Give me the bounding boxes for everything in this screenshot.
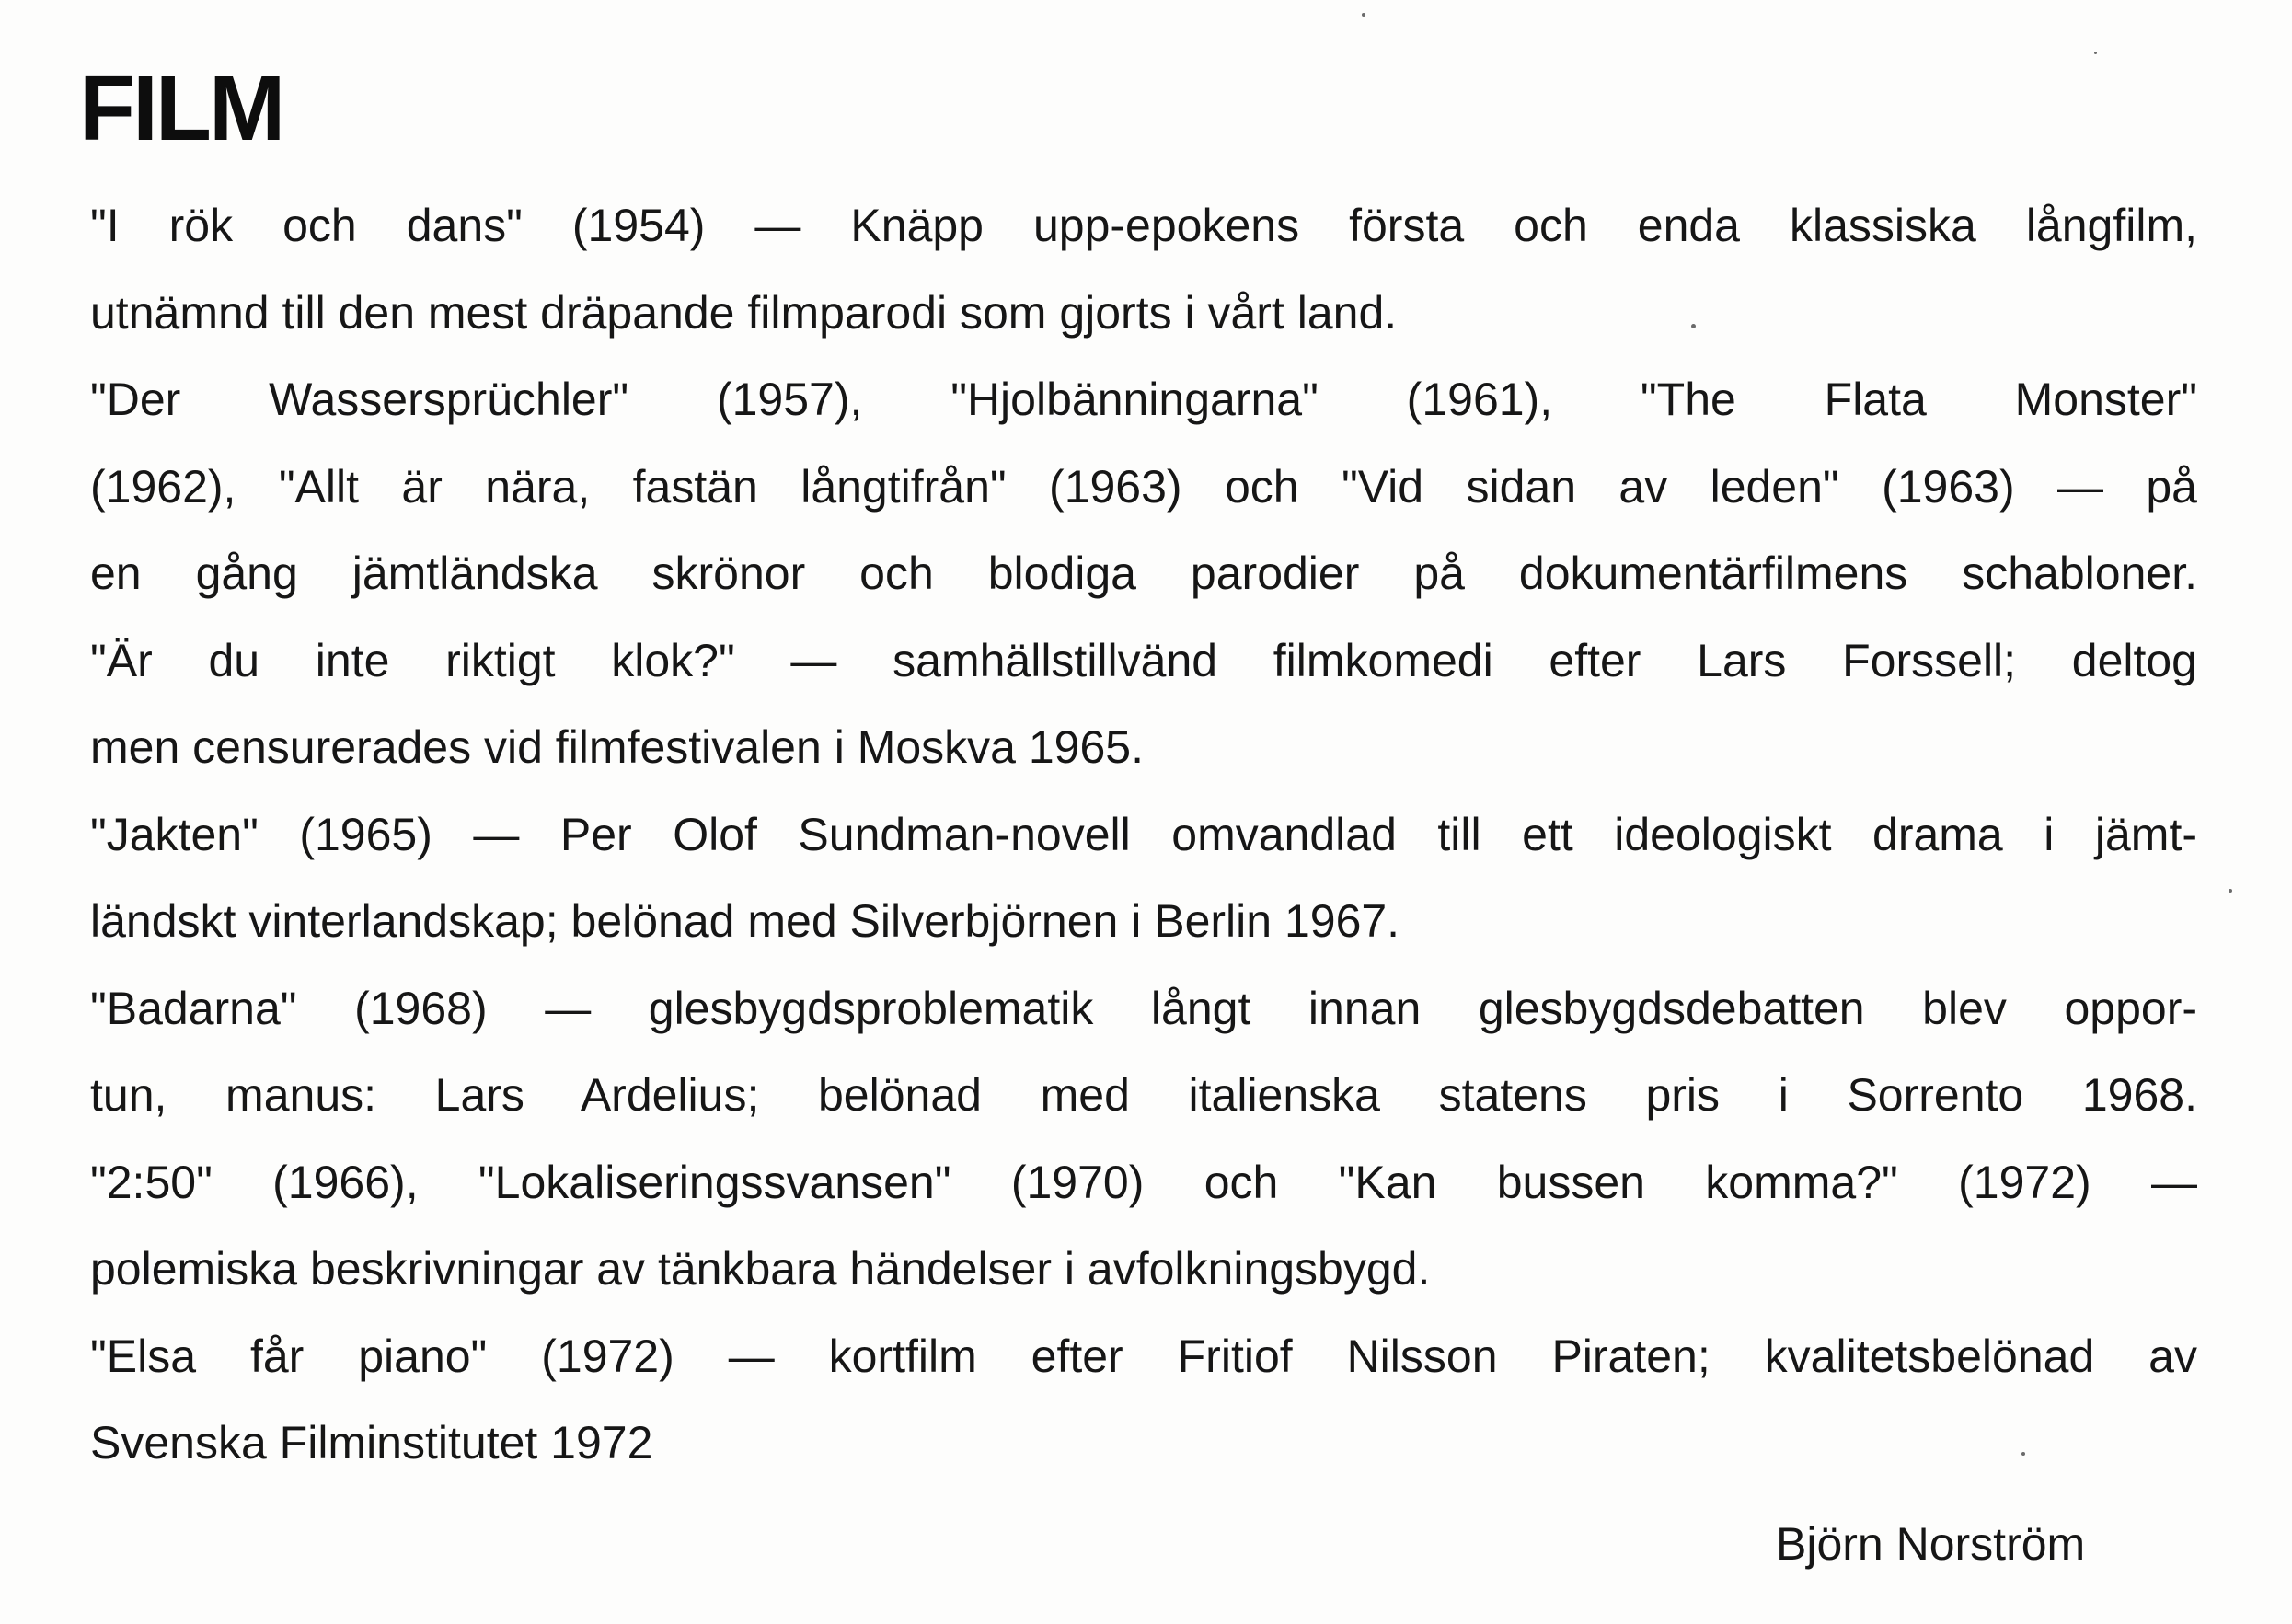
text-line: "Elsa får piano" (1972) — kortfilm efter Fritiof Nilsson Piraten; kvalitetsbelönad av [90, 1330, 2197, 1382]
text-line: utnämnd till den mest dräpande filmparodi som gjorts i vårt land. [90, 287, 1398, 339]
text-line: "Badarna" (1968) — glesbygdsproblematik långt innan glesbygdsdebatten blev oppor- [90, 983, 2197, 1034]
text-line: "Är du inte riktigt klok?" — samhällstillvänd filmkomedi efter Lars Forssell; deltog [90, 635, 2197, 686]
text-line: (1962), "Allt är nära, fastän långtifrån" (1963) och "Vid sidan av leden" (1963) — på [90, 461, 2197, 513]
dust-speck [1362, 13, 1365, 17]
dust-speck [1691, 324, 1696, 328]
text-line: tun, manus: Lars Ardelius; belönad med italienska statens pris i Sorrento 1968. [90, 1069, 2197, 1121]
text-line: "Jakten" (1965) — Per Olof Sundman-novell omvandlad till ett ideologiskt drama i jämt- [90, 809, 2197, 860]
text-line: en gång jämtländska skrönor och blodiga parodier på dokumentärfilmens schabloner. [90, 547, 2197, 599]
dust-speck [2094, 52, 2097, 54]
text-line: men censurerades vid filmfestivalen i Moskva 1965. [90, 721, 1144, 773]
text-line: "2:50" (1966), "Lokaliseringssvansen" (1970) och "Kan bussen komma?" (1972) — [90, 1157, 2197, 1208]
page-title: FILM [79, 57, 283, 160]
text-line: "Der Wassersprüchler" (1957), "Hjolbänningarna" (1961), "The Flata Monster" [90, 374, 2197, 425]
text-line: ländskt vinterlandskap; belönad med Silverbjörnen i Berlin 1967. [90, 895, 1400, 947]
text-line: Svenska Filminstitutet 1972 [90, 1417, 653, 1469]
text-line: "I rök och dans" (1954) — Knäpp upp-epokens första och enda klassiska långfilm, [90, 200, 2197, 251]
dust-speck [2229, 889, 2232, 893]
author-signature: Björn Norström [1776, 1518, 2086, 1570]
text-line: polemiska beskrivningar av tänkbara händelser i avfolkningsbygd. [90, 1243, 1431, 1295]
dust-speck [2021, 1452, 2025, 1456]
